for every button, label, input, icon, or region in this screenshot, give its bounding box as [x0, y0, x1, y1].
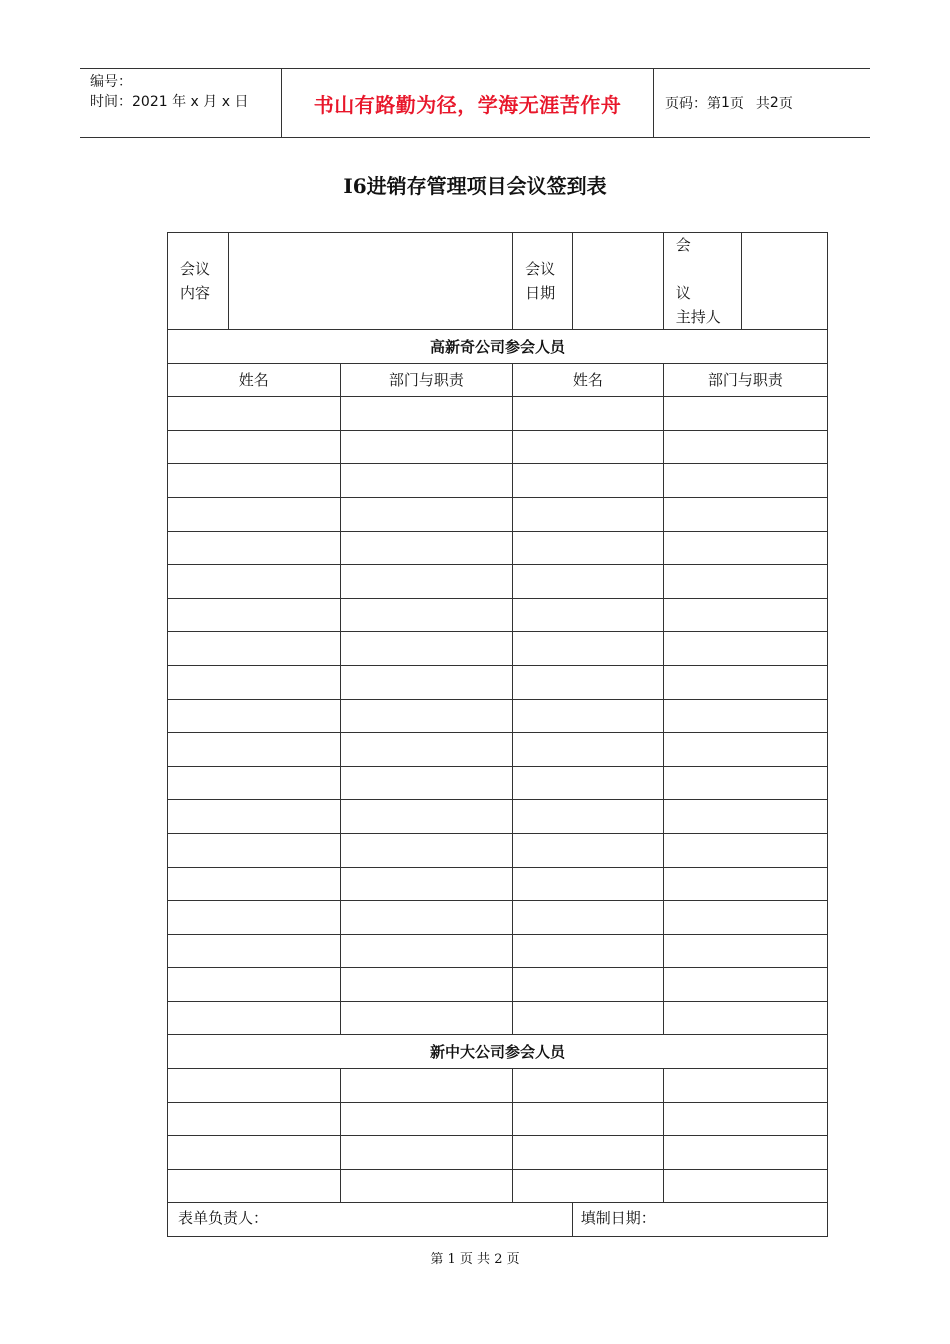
section-a-dept-2-cell[interactable] [663, 598, 827, 632]
section-a-name-1-cell[interactable] [168, 464, 341, 498]
section-a-name-1-cell[interactable] [168, 430, 341, 464]
section-b-name-1-cell[interactable] [168, 1169, 341, 1203]
section-a-name-1-cell[interactable] [168, 665, 341, 699]
section-a-name-2-cell[interactable] [513, 497, 664, 531]
meeting-host-label: 会 议 主持人 [663, 233, 741, 330]
section-a-name-1-cell[interactable] [168, 397, 341, 431]
section-a-dept-1-cell[interactable] [340, 867, 513, 901]
fill-date-label: 填制日期： [580, 1209, 656, 1228]
sign-in-table [167, 232, 828, 1237]
section-a-name-1-cell[interactable] [168, 800, 341, 834]
section-a-name-2-cell[interactable] [513, 833, 664, 867]
section-a-dept-2-cell[interactable] [663, 665, 827, 699]
section-a-row [168, 733, 828, 767]
meeting-host-field[interactable] [742, 233, 828, 330]
section-a-dept-2-cell[interactable] [663, 766, 827, 800]
section-a-name-2-cell[interactable] [513, 632, 664, 666]
column-header-dept-1: 部门与职责 [340, 363, 513, 397]
section-b-title: 新中大公司参会人员 [168, 1035, 828, 1069]
section-b-dept-1-cell[interactable] [340, 1136, 513, 1170]
column-header-name-2: 姓名 [513, 363, 664, 397]
page-prefix: 页码：第 [665, 96, 721, 112]
section-a-name-2-cell[interactable] [513, 800, 664, 834]
section-b-dept-2-cell[interactable] [663, 1136, 827, 1170]
section-a-dept-1-cell[interactable] [340, 766, 513, 800]
section-a-row [168, 867, 828, 901]
section-b-dept-1-cell[interactable] [340, 1069, 513, 1103]
section-a-dept-2-cell[interactable] [663, 430, 827, 464]
section-a-dept-1-cell[interactable] [340, 665, 513, 699]
section-b-dept-2-cell[interactable] [663, 1069, 827, 1103]
header-page-info [654, 69, 870, 137]
section-a-dept-1-cell[interactable] [340, 632, 513, 666]
column-header-row [168, 363, 828, 397]
section-a-name-2-cell[interactable] [513, 565, 664, 599]
section-b-row [168, 1136, 828, 1170]
section-b-name-2-cell[interactable] [513, 1136, 664, 1170]
section-a-dept-1-cell[interactable] [340, 934, 513, 968]
section-b-dept-1-cell[interactable] [340, 1102, 513, 1136]
section-a-dept-2-cell[interactable] [663, 397, 827, 431]
section-a-dept-1-cell[interactable] [340, 531, 513, 565]
section-a-row [168, 968, 828, 1002]
section-a-name-2-cell[interactable] [513, 531, 664, 565]
column-header-name-1: 姓名 [168, 363, 341, 397]
section-a-name-2-cell[interactable] [513, 934, 664, 968]
section-a-name-1-cell[interactable] [168, 1001, 341, 1035]
section-a-name-1-cell[interactable] [168, 497, 341, 531]
section-a-row [168, 1001, 828, 1035]
document-header [80, 68, 870, 138]
section-a-dept-2-cell[interactable] [663, 699, 827, 733]
section-b-dept-2-cell[interactable] [663, 1102, 827, 1136]
section-a-name-2-cell[interactable] [513, 867, 664, 901]
section-a-dept-2-cell[interactable] [663, 901, 827, 935]
section-a-dept-1-cell[interactable] [340, 699, 513, 733]
header-meta [80, 69, 281, 137]
section-a-row [168, 497, 828, 531]
form-footer-row [168, 1203, 828, 1237]
section-b-row [168, 1169, 828, 1203]
section-a-dept-1-cell[interactable] [340, 901, 513, 935]
section-a-name-2-cell[interactable] [513, 733, 664, 767]
section-b-name-2-cell[interactable] [513, 1069, 664, 1103]
section-a-row [168, 464, 828, 498]
section-a-name-2-cell[interactable] [513, 397, 664, 431]
section-a-row [168, 665, 828, 699]
section-a-dept-2-cell[interactable] [663, 531, 827, 565]
meeting-content-field[interactable] [228, 233, 512, 330]
section-b-name-2-cell[interactable] [513, 1102, 664, 1136]
section-a-name-2-cell[interactable] [513, 901, 664, 935]
time-label: 时间：2021 年 x 月 x 日 [90, 94, 249, 110]
fill-date-cell[interactable] [572, 1203, 827, 1237]
section-a-dept-2-cell[interactable] [663, 464, 827, 498]
section-a-dept-1-cell[interactable] [340, 497, 513, 531]
section-a-dept-1-cell[interactable] [340, 430, 513, 464]
section-a-name-2-cell[interactable] [513, 665, 664, 699]
section-a-dept-2-cell[interactable] [663, 867, 827, 901]
section-a-dept-2-cell[interactable] [663, 968, 827, 1002]
section-a-row [168, 699, 828, 733]
section-b-dept-1-cell[interactable] [340, 1169, 513, 1203]
section-b-name-2-cell[interactable] [513, 1169, 664, 1203]
section-a-name-1-cell[interactable] [168, 531, 341, 565]
page-current: 1 [721, 95, 730, 111]
section-a-name-1-cell[interactable] [168, 632, 341, 666]
section-a-name-1-cell[interactable] [168, 901, 341, 935]
section-a-row [168, 800, 828, 834]
section-a-name-1-cell[interactable] [168, 733, 341, 767]
section-a-row [168, 766, 828, 800]
section-b-dept-2-cell[interactable] [663, 1169, 827, 1203]
section-a-row [168, 565, 828, 599]
column-header-dept-2: 部门与职责 [663, 363, 827, 397]
section-a-dept-1-cell[interactable] [340, 833, 513, 867]
section-a-row [168, 598, 828, 632]
page-mid: 页 [729, 96, 744, 112]
section-a-row [168, 934, 828, 968]
section-a-dept-1-cell[interactable] [340, 598, 513, 632]
section-a-name-1-cell[interactable] [168, 934, 341, 968]
section-a-dept-1-cell[interactable] [340, 800, 513, 834]
section-a-name-2-cell[interactable] [513, 699, 664, 733]
document-title: I6进销存管理项目会议签到表 [343, 174, 607, 198]
section-a-name-2-cell[interactable] [513, 430, 664, 464]
section-a-dept-2-cell[interactable] [663, 733, 827, 767]
section-a-name-1-cell[interactable] [168, 766, 341, 800]
section-a-dept-2-cell[interactable] [663, 497, 827, 531]
meeting-date-field[interactable] [572, 233, 663, 330]
section-b-row [168, 1069, 828, 1103]
section-a-name-1-cell[interactable] [168, 565, 341, 599]
meeting-date-label: 会议 日期 [513, 233, 573, 330]
section-a-dept-1-cell[interactable] [340, 968, 513, 1002]
section-a-row [168, 397, 828, 431]
form-owner-cell[interactable] [168, 1203, 573, 1237]
section-a-row [168, 632, 828, 666]
page-total-prefix: 共 [755, 96, 770, 112]
section-a-dept-2-cell[interactable] [663, 800, 827, 834]
section-a-header-row [168, 330, 828, 364]
section-a-name-1-cell[interactable] [168, 867, 341, 901]
form-owner-label: 表单负责人： [178, 1209, 269, 1228]
section-a-dept-1-cell[interactable] [340, 733, 513, 767]
section-a-dept-1-cell[interactable] [340, 565, 513, 599]
section-b-name-1-cell[interactable] [168, 1069, 341, 1103]
page-footer: 第 1 页 共 2 页 [430, 1252, 520, 1267]
section-a-dept-2-cell[interactable] [663, 632, 827, 666]
section-a-name-2-cell[interactable] [513, 1001, 664, 1035]
number-label: 编号： [90, 74, 132, 90]
section-a-name-1-cell[interactable] [168, 699, 341, 733]
section-a-dept-2-cell[interactable] [663, 934, 827, 968]
section-a-name-2-cell[interactable] [513, 968, 664, 1002]
section-a-dept-2-cell[interactable] [663, 1001, 827, 1035]
section-a-name-1-cell[interactable] [168, 833, 341, 867]
section-b-header-row [168, 1035, 828, 1069]
section-a-row [168, 531, 828, 565]
meeting-info-row [168, 233, 828, 330]
meeting-content-label: 会议 内容 [168, 233, 229, 330]
section-b-row [168, 1102, 828, 1136]
section-b-name-1-cell[interactable] [168, 1102, 341, 1136]
section-a-name-2-cell[interactable] [513, 464, 664, 498]
section-a-dept-1-cell[interactable] [340, 397, 513, 431]
section-a-title: 高新奇公司参会人员 [168, 330, 828, 364]
section-a-name-1-cell[interactable] [168, 598, 341, 632]
header-motto: 书山有路勤为径，学海无涯苦作舟 [281, 69, 654, 137]
section-a-dept-1-cell[interactable] [340, 464, 513, 498]
section-a-name-2-cell[interactable] [513, 598, 664, 632]
section-a-dept-1-cell[interactable] [340, 1001, 513, 1035]
section-a-dept-2-cell[interactable] [663, 833, 827, 867]
page-suffix: 页 [778, 96, 793, 112]
section-a-row [168, 430, 828, 464]
section-a-row [168, 901, 828, 935]
section-b-name-1-cell[interactable] [168, 1136, 341, 1170]
section-a-dept-2-cell[interactable] [663, 565, 827, 599]
section-a-row [168, 833, 828, 867]
page-total: 2 [769, 95, 779, 111]
section-a-name-2-cell[interactable] [513, 766, 664, 800]
section-a-name-1-cell[interactable] [168, 968, 341, 1002]
